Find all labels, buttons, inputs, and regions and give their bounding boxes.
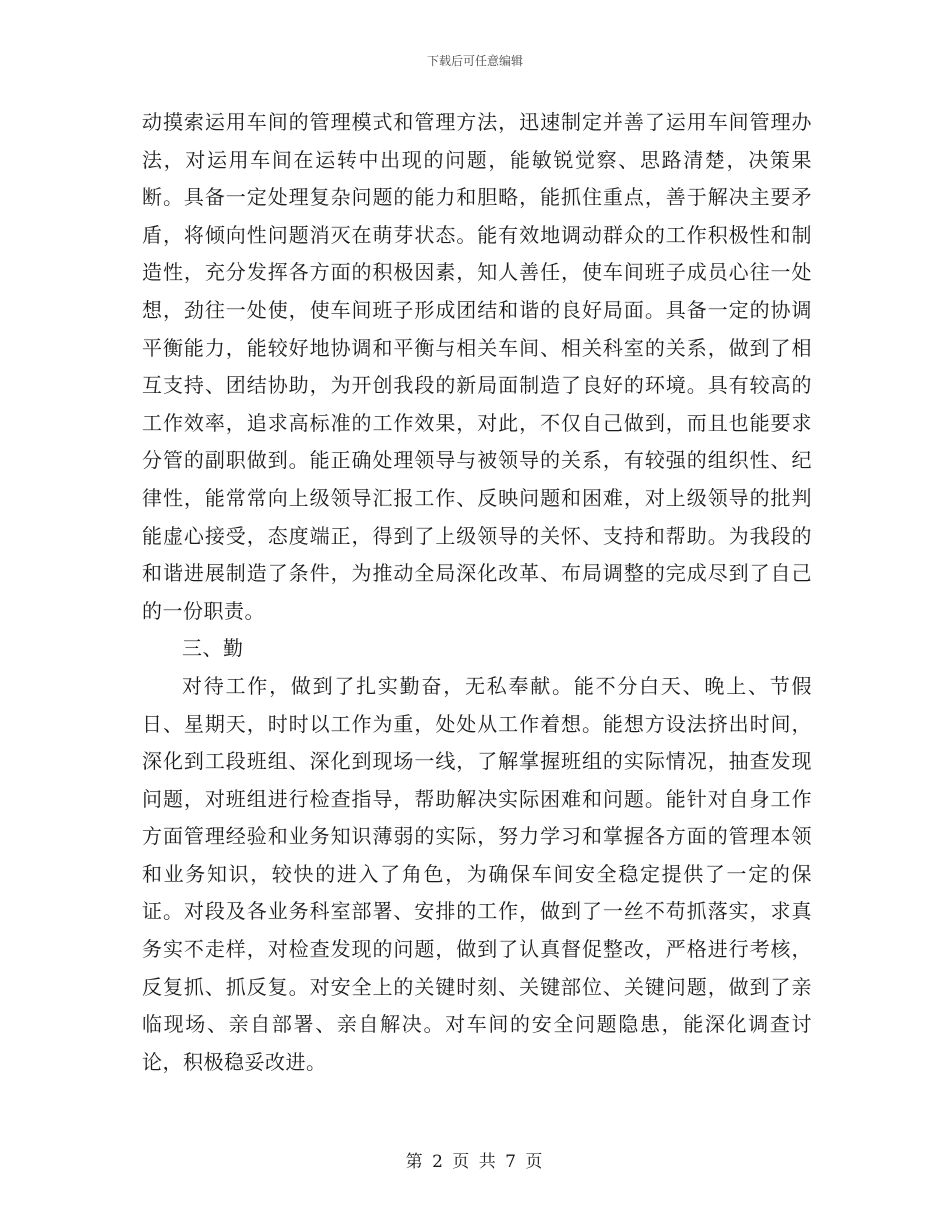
section-heading: 三、勤: [182, 636, 244, 661]
page-header: 下载后可任意编辑: [426, 54, 523, 68]
body-paragraph: 对待工作，做到了扎实勤奋，无私奉献。能不分白天、晚上、节假日、星期天，时时以工作为重，处处从工作着想。能想方设法挤出时间，深化到工段班组、深化到现场一线，了解掌握班组的实际情况，抽查发现问题，对班组进行检查指导，帮助解决实际困难和问题。能针对自身工作方面管理经验和业务知识薄弱的实际，努力学习和掌握各方面的管理本领和业务知识，较快的进入了角色，为确保车间安全稳定提供了一定的保证。对段及各业务科室部署、安排的工作，做到了一丝不苟抓落实，求真务实不走样，对检查发现的问题，做到了认真督促整改，严格进行考核，反复抓、抓反复。对安全上的关键时刻、关键部位、关键问题，做到了亲临现场、亲自部署、亲自解决。对车间的安全问题隐患，能深化调查讨论，积极稳妥改进。: [142, 673, 812, 1074]
document-body: [142, 104, 812, 1081]
page-number-footer: 第 2 页 共 7 页: [405, 1152, 545, 1172]
body-paragraph-continued: 动摸索运用车间的管理模式和管理方法，迅速制定并善了运用车间管理办法，对运用车间在运转中出现的问题，能敏锐觉察、思路清楚，决策果断。具备一定处理复杂问题的能力和胆略，能抓住重点，善于解决主要矛盾，将倾向性问题消灭在萌芽状态。能有效地调动群众的工作积极性和制造性，充分发挥各方面的积极因素，知人善任，使车间班子成员心往一处想，劲往一处使，使车间班子形成团结和谐的良好局面。具备一定的协调平衡能力，能较好地协调和平衡与相关车间、相关科室的关系，做到了相互支持、团结协助，为开创我段的新局面制造了良好的环境。具有较高的工作效率，追求高标准的工作效果，对此，不仅自己做到，而且也能要求分管的副职做到。能正确处理领导与被领导的关系，有较强的组织性、纪律性，能常常向上级领导汇报工作、反映问题和困难，对上级领导的批判能虚心接受，态度端正，得到了上级领导的关怀、支持和帮助。为我段的和谐进展制造了条件，为推动全局深化改革、布局调整的完成尽到了自己的一份职责。: [142, 110, 812, 623]
